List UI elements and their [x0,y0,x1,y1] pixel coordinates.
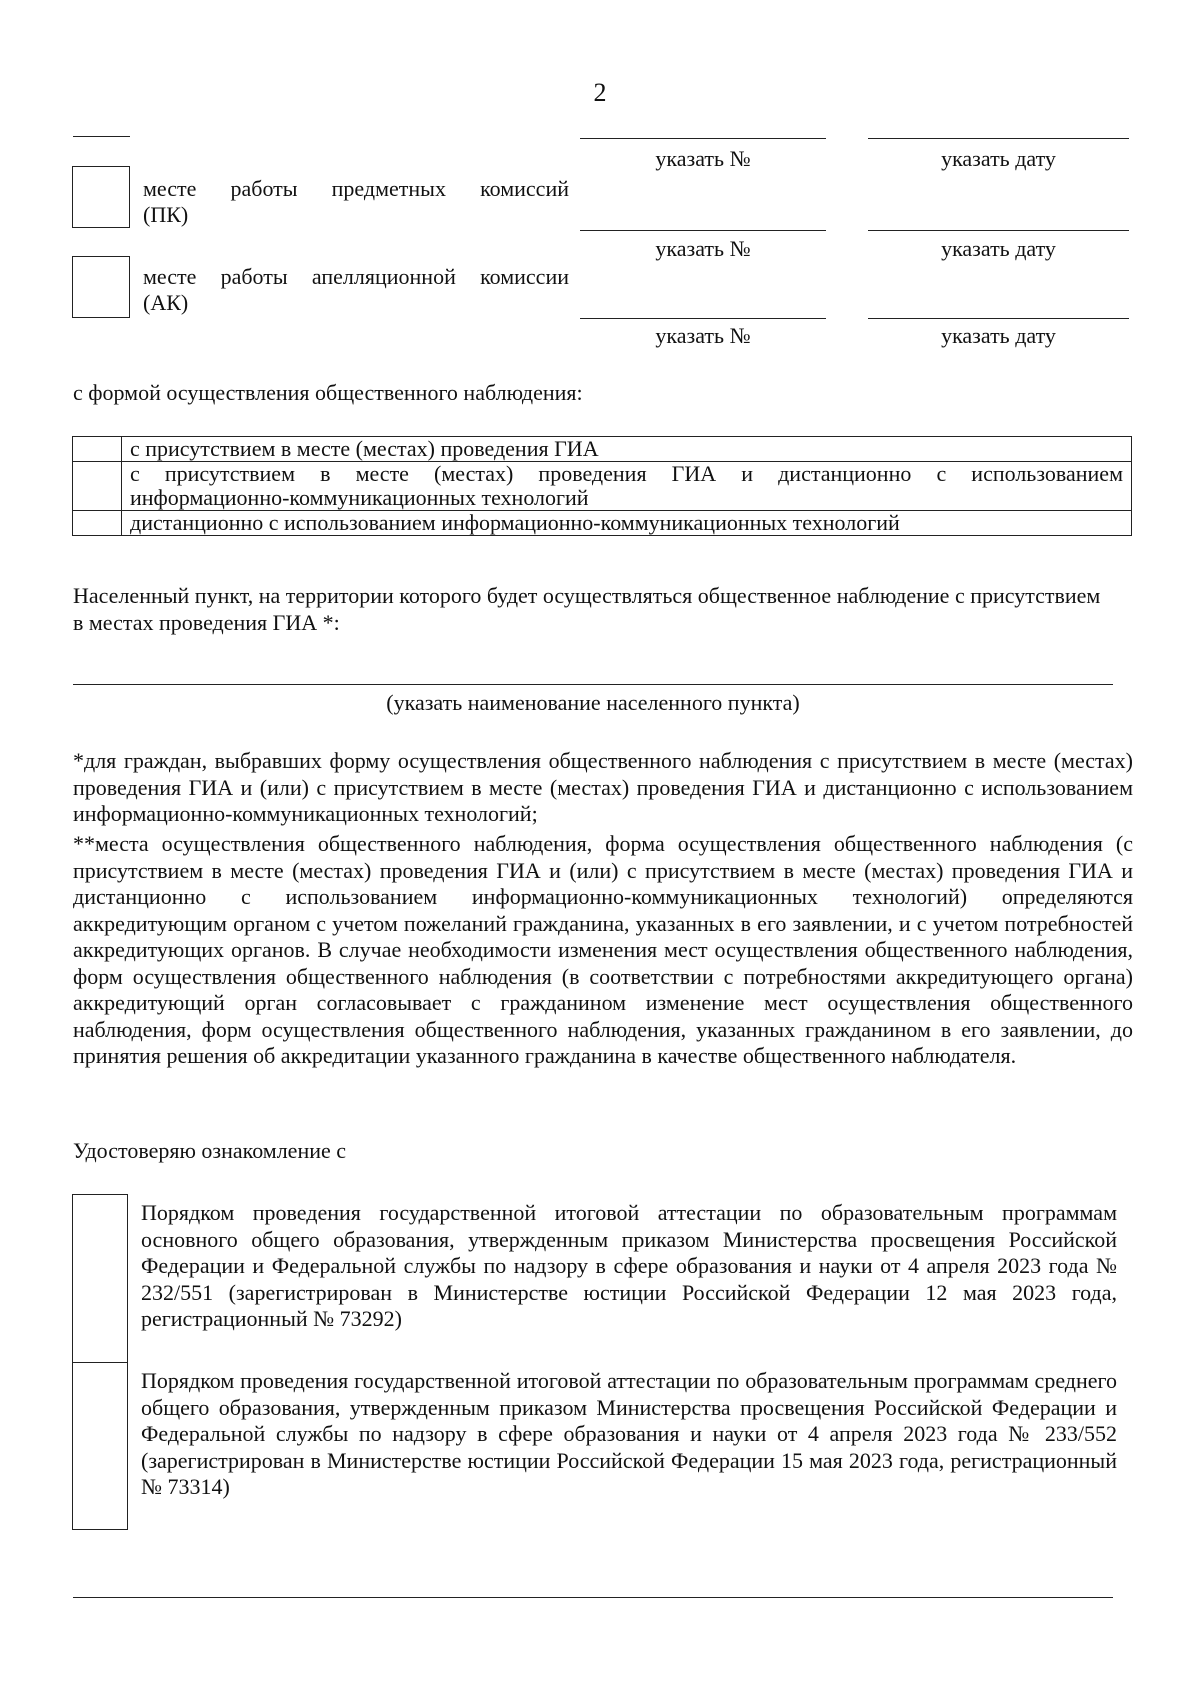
acknowledgement-heading: Удостоверяю ознакомление с [73,1138,347,1163]
venue-pk-number-caption: указать № [655,236,751,261]
acknowledgement-checkbox-1[interactable] [72,1194,128,1364]
top-date-line [868,138,1129,139]
top-short-rule [73,136,130,137]
settlement-input-line[interactable] [73,684,1113,685]
venue-ak-checkbox[interactable] [72,256,130,318]
observation-option-label: дистанционно с использованием информационно-коммуникационных технологий [122,511,1132,536]
top-date-caption: указать дату [941,146,1056,171]
top-number-line [580,138,826,139]
venue-ak-number-line [580,318,826,319]
venue-pk-number-line [580,230,826,231]
bottom-rule [73,1597,1113,1598]
venue-pk-checkbox[interactable] [72,166,130,228]
observation-option-label [122,462,1132,511]
venue-ak-number-caption: указать № [655,323,751,348]
observation-option-row [73,511,1132,536]
venue-pk-date-line [868,230,1129,231]
footnote-first: *для граждан, выбравших форму осуществления общественного наблюдения с присутствием в месте (местах) проведения ГИА и (или) с присутствием в месте (местах) проведения ГИА и дистанционно с использованием информационно-коммуникационных технологий; [73,748,1133,826]
acknowledgement-item-1: Порядком проведения государственной итоговой аттестации по образовательным программам основного общего образования, утвержденным приказом Министерства просвещения Российской Федерации и Федеральной службы по надзору в сфере образования и науки от 4 апреля 2023 года № 232/551 (зарегистрирован в Министерстве юстиции Российской Федерации 12 мая 2023 года, регистрационный № 73292) [141,1200,1117,1331]
observation-option-row [73,462,1132,511]
venue-ak-label-line2: (АК) [143,290,189,315]
settlement-prompt: Населенный пункт, на территории которого будет осуществляться общественное наблюдение с присутствием в местах проведения ГИА *: [73,583,1101,635]
observation-option-label-line1: с присутствием в месте (местах) проведения ГИА и дистанционно с использованием [130,461,1123,486]
settlement-caption: (указать наименование населенного пункта) [386,690,800,715]
acknowledgement-item-2: Порядком проведения государственной итоговой аттестации по образовательным программам среднего общего образования, утвержденным приказом Министерства просвещения Российской Федерации и Федеральной службы по надзору в сфере образования и науки от 4 апреля 2023 года № 233/552 (зарегистрирован в Министерстве юстиции Российской Федерации 15 мая 2023 года, регистрационный № 73314) [141,1368,1117,1499]
venue-ak-date-line [868,318,1129,319]
venue-pk-date-caption: указать дату [941,236,1056,261]
venue-ak-date-caption: указать дату [941,323,1056,348]
observation-form-table [72,436,1132,536]
venue-pk-label-line1: месте работы предметных комиссий [143,176,569,201]
footnote-second: **места осуществления общественного наблюдения, форма осуществления общественного наблюдения (с присутствием в месте (местах) проведения ГИА и (или) с присутствием в месте (местах) проведения ГИА и дистанционно с использованием информационно-коммуникационных технологий) определяются аккредитующим органом с учетом пожеланий гражданина, указанных в его заявлении, и с учетом потребностей аккредитующих органов. В случае необходимости изменения мест осуществления общественного наблюдения, форм осуществления общественного наблюдения (в соответствии с потребностями аккредитующего органа) аккредитующий орган согласовывает с гражданином изменение мест осуществления общественного наблюдения, форм осуществления общественного наблюдения, указанных гражданином в его заявлении, до принятия решения об аккредитации указанного гражданина в качестве общественного наблюдателя. [73,831,1133,1068]
observation-option-label-line2: информационно-коммуникационных технологий [130,485,589,510]
observation-option-checkbox[interactable] [73,511,122,536]
observation-option-checkbox[interactable] [73,462,122,511]
observation-option-row [73,437,1132,462]
venue-pk-label-line2: (ПК) [143,202,189,227]
observation-option-label: с присутствием в месте (местах) проведения ГИА [122,437,1132,462]
observation-option-checkbox[interactable] [73,437,122,462]
top-number-caption: указать № [655,146,751,171]
acknowledgement-checkbox-2[interactable] [72,1362,128,1530]
venue-ak-label-line1: месте работы апелляционной комиссии [143,264,569,289]
observation-form-intro: с формой осуществления общественного наблюдения: [73,380,583,405]
page-number: 2 [593,78,607,107]
